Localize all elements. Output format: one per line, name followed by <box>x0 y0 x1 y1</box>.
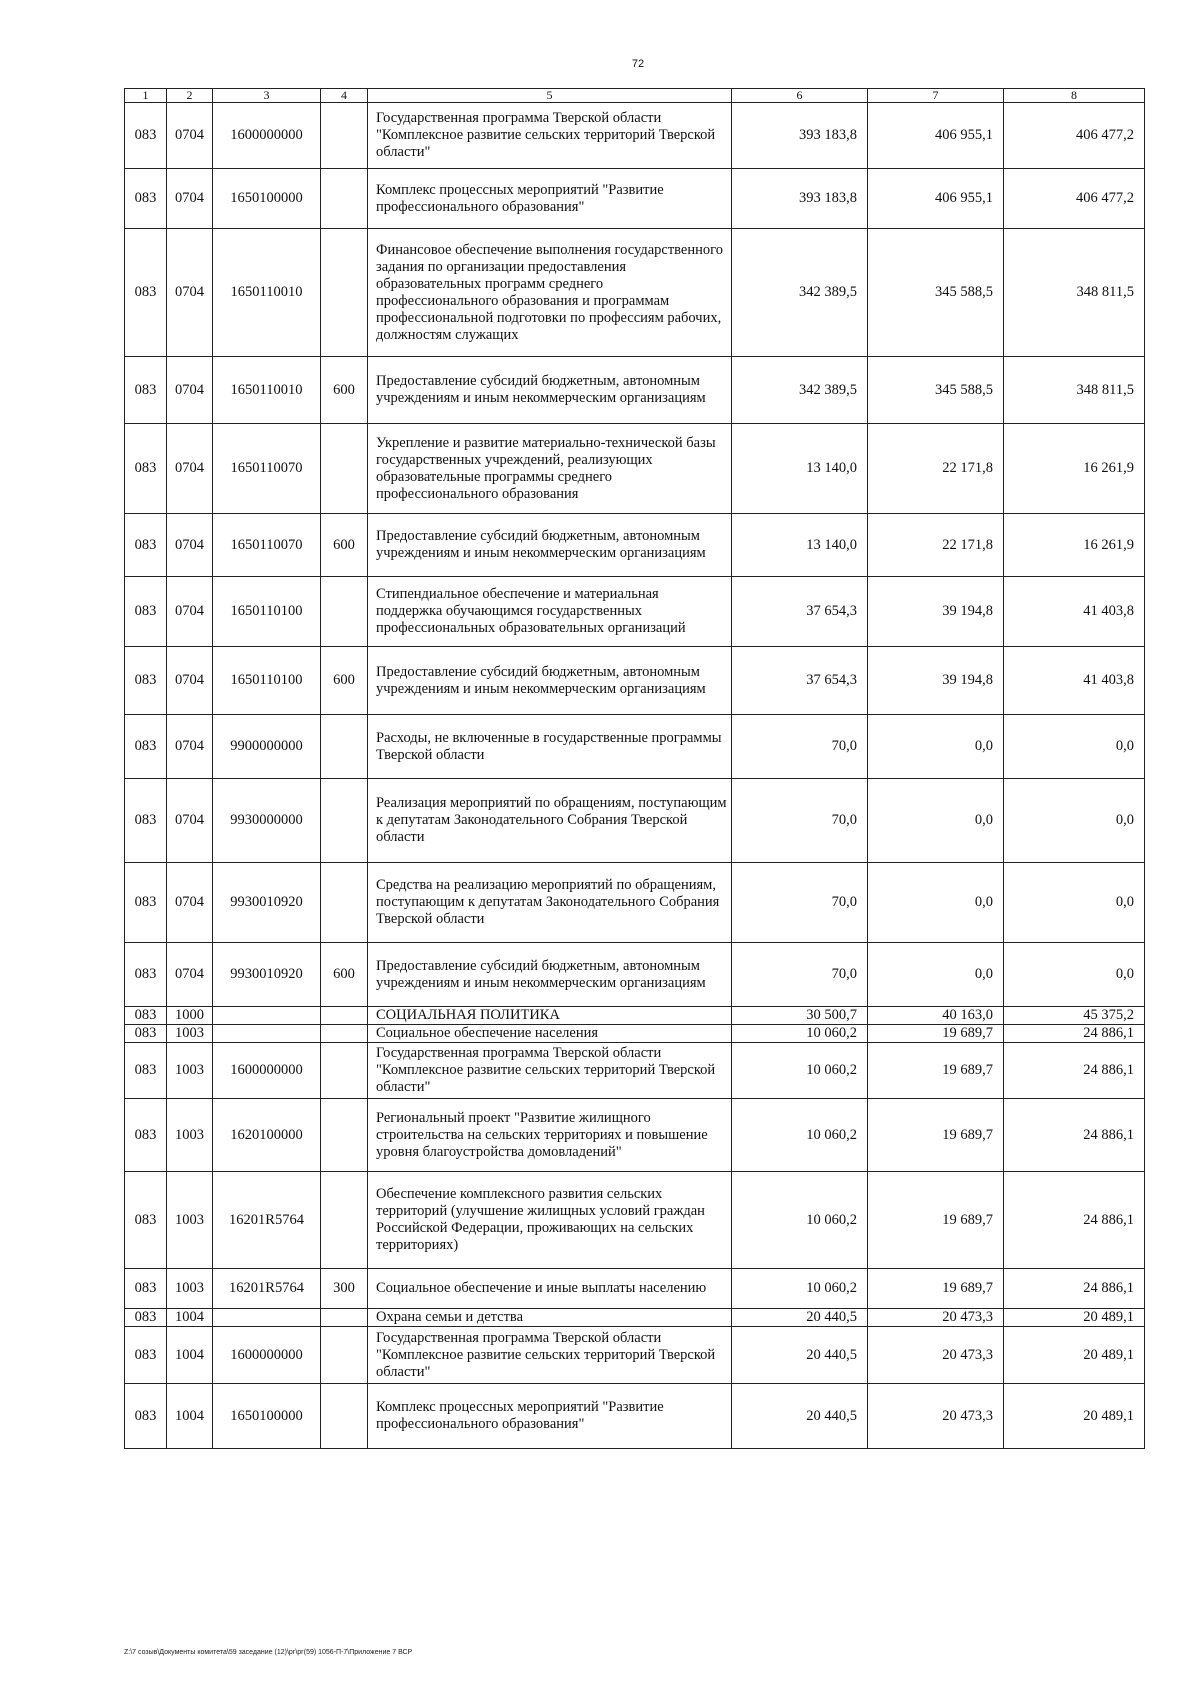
amount-year2-cell: 0,0 <box>868 943 1004 1007</box>
amount-year3-cell: 0,0 <box>1004 779 1145 863</box>
amount-year2-cell: 19 689,7 <box>868 1172 1004 1269</box>
expense-type-cell <box>321 169 368 229</box>
amount-year1-cell: 10 060,2 <box>732 1099 868 1172</box>
amount-year1-cell: 10 060,2 <box>732 1043 868 1099</box>
description-cell: Государственная программа Тверской области "Комплексное развитие сельских территорий Тверской области" <box>368 103 732 169</box>
amount-year2-cell: 406 955,1 <box>868 103 1004 169</box>
amount-year2-cell: 345 588,5 <box>868 357 1004 424</box>
column-number-header: 2 <box>167 89 213 103</box>
amount-year1-cell: 342 389,5 <box>732 357 868 424</box>
table-row <box>125 863 1145 943</box>
description-cell: Региональный проект "Развитие жилищного строительства на сельских территориях и повышение уровня благоустройства домовладений" <box>368 1099 732 1172</box>
amount-year3-cell: 41 403,8 <box>1004 647 1145 715</box>
column-number-header: 3 <box>213 89 321 103</box>
column-number-header: 5 <box>368 89 732 103</box>
expense-type-cell <box>321 1025 368 1043</box>
section-code-cell: 0704 <box>167 863 213 943</box>
table-row <box>125 424 1145 514</box>
ministry-code-cell: 083 <box>125 647 167 715</box>
table-row <box>125 1327 1145 1384</box>
ministry-code-cell: 083 <box>125 863 167 943</box>
table-header-row <box>125 89 1145 103</box>
description-cell: Реализация мероприятий по обращениям, поступающим к депутатам Законодательного Собрания Тверской области <box>368 779 732 863</box>
description-cell: Укрепление и развитие материально-технической базы государственных учреждений, реализующих образовательные программы среднего профессионального образования <box>368 424 732 514</box>
table-row <box>125 357 1145 424</box>
section-code-cell: 0704 <box>167 357 213 424</box>
budget-table <box>124 88 1145 1449</box>
ministry-code-cell: 083 <box>125 229 167 357</box>
expense-type-cell: 600 <box>321 514 368 577</box>
description-cell: Комплекс процессных мероприятий "Развитие профессионального образования" <box>368 169 732 229</box>
section-code-cell: 1003 <box>167 1172 213 1269</box>
section-code-cell: 1003 <box>167 1043 213 1099</box>
ministry-code-cell: 083 <box>125 1309 167 1327</box>
ministry-code-cell: 083 <box>125 1025 167 1043</box>
amount-year3-cell: 406 477,2 <box>1004 169 1145 229</box>
amount-year2-cell: 40 163,0 <box>868 1007 1004 1025</box>
description-cell: Финансовое обеспечение выполнения государственного задания по организации предоставления образовательных программ среднего профессионального образования и программам профессиональной подготовки по профессиям рабочих, должностям служащих <box>368 229 732 357</box>
column-number-header: 4 <box>321 89 368 103</box>
amount-year3-cell: 45 375,2 <box>1004 1007 1145 1025</box>
amount-year1-cell: 20 440,5 <box>732 1327 868 1384</box>
expense-type-cell <box>321 779 368 863</box>
amount-year1-cell: 70,0 <box>732 943 868 1007</box>
ministry-code-cell: 083 <box>125 357 167 424</box>
ministry-code-cell: 083 <box>125 779 167 863</box>
table-row <box>125 1025 1145 1043</box>
description-cell: Стипендиальное обеспечение и материальная поддержка обучающимся государственных профессиональных образовательных организаций <box>368 577 732 647</box>
expense-type-cell <box>321 229 368 357</box>
section-code-cell: 0704 <box>167 103 213 169</box>
target-article-cell: 1650110070 <box>213 514 321 577</box>
table-row <box>125 103 1145 169</box>
target-article-cell: 1650110070 <box>213 424 321 514</box>
amount-year2-cell: 19 689,7 <box>868 1025 1004 1043</box>
section-code-cell: 1003 <box>167 1025 213 1043</box>
table-row <box>125 229 1145 357</box>
amount-year1-cell: 20 440,5 <box>732 1384 868 1449</box>
target-article-cell: 1600000000 <box>213 1043 321 1099</box>
column-number-header: 8 <box>1004 89 1145 103</box>
target-article-cell: 1600000000 <box>213 1327 321 1384</box>
amount-year2-cell: 0,0 <box>868 863 1004 943</box>
description-cell: Предоставление субсидий бюджетным, автономным учреждениям и иным некоммерческим организациям <box>368 943 732 1007</box>
expense-type-cell <box>321 715 368 779</box>
amount-year2-cell: 22 171,8 <box>868 424 1004 514</box>
amount-year3-cell: 24 886,1 <box>1004 1043 1145 1099</box>
amount-year3-cell: 348 811,5 <box>1004 357 1145 424</box>
description-cell: Предоставление субсидий бюджетным, автономным учреждениям и иным некоммерческим организациям <box>368 357 732 424</box>
ministry-code-cell: 083 <box>125 1007 167 1025</box>
column-number-header: 6 <box>732 89 868 103</box>
amount-year3-cell: 0,0 <box>1004 715 1145 779</box>
table-row <box>125 514 1145 577</box>
amount-year3-cell: 20 489,1 <box>1004 1327 1145 1384</box>
description-cell: Социальное обеспечение и иные выплаты населению <box>368 1269 732 1309</box>
section-code-cell: 1004 <box>167 1327 213 1384</box>
target-article-cell: 1620100000 <box>213 1099 321 1172</box>
section-code-cell: 0704 <box>167 647 213 715</box>
table-row <box>125 1099 1145 1172</box>
table-row <box>125 1269 1145 1309</box>
amount-year2-cell: 39 194,8 <box>868 647 1004 715</box>
amount-year2-cell: 406 955,1 <box>868 169 1004 229</box>
ministry-code-cell: 083 <box>125 169 167 229</box>
target-article-cell: 9900000000 <box>213 715 321 779</box>
amount-year3-cell: 24 886,1 <box>1004 1269 1145 1309</box>
table-row <box>125 779 1145 863</box>
table-row <box>125 1309 1145 1327</box>
target-article-cell <box>213 1309 321 1327</box>
section-code-cell: 1000 <box>167 1007 213 1025</box>
expense-type-cell <box>321 863 368 943</box>
amount-year2-cell: 20 473,3 <box>868 1384 1004 1449</box>
amount-year2-cell: 345 588,5 <box>868 229 1004 357</box>
target-article-cell: 1650110010 <box>213 229 321 357</box>
amount-year3-cell: 16 261,9 <box>1004 424 1145 514</box>
section-code-cell: 0704 <box>167 229 213 357</box>
target-article-cell: 16201R5764 <box>213 1172 321 1269</box>
section-code-cell: 0704 <box>167 943 213 1007</box>
section-code-cell: 0704 <box>167 715 213 779</box>
amount-year1-cell: 10 060,2 <box>732 1172 868 1269</box>
amount-year1-cell: 37 654,3 <box>732 647 868 715</box>
ministry-code-cell: 083 <box>125 103 167 169</box>
ministry-code-cell: 083 <box>125 1384 167 1449</box>
amount-year2-cell: 19 689,7 <box>868 1043 1004 1099</box>
section-code-cell: 0704 <box>167 779 213 863</box>
amount-year3-cell: 20 489,1 <box>1004 1309 1145 1327</box>
amount-year3-cell: 20 489,1 <box>1004 1384 1145 1449</box>
target-article-cell: 1600000000 <box>213 103 321 169</box>
expense-type-cell <box>321 1043 368 1099</box>
description-cell: Средства на реализацию мероприятий по обращениям, поступающим к депутатам Законодательного Собрания Тверской области <box>368 863 732 943</box>
description-cell: Предоставление субсидий бюджетным, автономным учреждениям и иным некоммерческим организациям <box>368 514 732 577</box>
ministry-code-cell: 083 <box>125 1327 167 1384</box>
section-code-cell: 1004 <box>167 1309 213 1327</box>
target-article-cell: 1650100000 <box>213 169 321 229</box>
ministry-code-cell: 083 <box>125 514 167 577</box>
section-code-cell: 1004 <box>167 1384 213 1449</box>
page-number: 72 <box>631 58 645 70</box>
table-row <box>125 1043 1145 1099</box>
expense-type-cell: 600 <box>321 943 368 1007</box>
expense-type-cell <box>321 1309 368 1327</box>
amount-year1-cell: 70,0 <box>732 779 868 863</box>
target-article-cell: 9930010920 <box>213 863 321 943</box>
description-cell: СОЦИАЛЬНАЯ ПОЛИТИКА <box>368 1007 732 1025</box>
amount-year2-cell: 0,0 <box>868 715 1004 779</box>
section-code-cell: 0704 <box>167 577 213 647</box>
expense-type-cell <box>321 1327 368 1384</box>
amount-year1-cell: 13 140,0 <box>732 514 868 577</box>
expense-type-cell <box>321 1099 368 1172</box>
target-article-cell: 1650110100 <box>213 647 321 715</box>
amount-year2-cell: 20 473,3 <box>868 1309 1004 1327</box>
table-row <box>125 1007 1145 1025</box>
ministry-code-cell: 083 <box>125 424 167 514</box>
ministry-code-cell: 083 <box>125 1269 167 1309</box>
amount-year1-cell: 342 389,5 <box>732 229 868 357</box>
ministry-code-cell: 083 <box>125 577 167 647</box>
column-number-header: 1 <box>125 89 167 103</box>
amount-year3-cell: 24 886,1 <box>1004 1099 1145 1172</box>
section-code-cell: 1003 <box>167 1269 213 1309</box>
amount-year2-cell: 19 689,7 <box>868 1269 1004 1309</box>
amount-year2-cell: 20 473,3 <box>868 1327 1004 1384</box>
expense-type-cell <box>321 1384 368 1449</box>
target-article-cell: 9930000000 <box>213 779 321 863</box>
expense-type-cell <box>321 424 368 514</box>
target-article-cell: 1650100000 <box>213 1384 321 1449</box>
description-cell: Социальное обеспечение населения <box>368 1025 732 1043</box>
amount-year3-cell: 16 261,9 <box>1004 514 1145 577</box>
table-row <box>125 715 1145 779</box>
amount-year1-cell: 10 060,2 <box>732 1269 868 1309</box>
amount-year3-cell: 348 811,5 <box>1004 229 1145 357</box>
expense-type-cell <box>321 1172 368 1269</box>
expense-type-cell: 300 <box>321 1269 368 1309</box>
section-code-cell: 0704 <box>167 169 213 229</box>
description-cell: Расходы, не включенные в государственные программы Тверской области <box>368 715 732 779</box>
table-row <box>125 169 1145 229</box>
amount-year1-cell: 70,0 <box>732 715 868 779</box>
table-row <box>125 577 1145 647</box>
amount-year3-cell: 41 403,8 <box>1004 577 1145 647</box>
description-cell: Предоставление субсидий бюджетным, автономным учреждениям и иным некоммерческим организациям <box>368 647 732 715</box>
expense-type-cell <box>321 1007 368 1025</box>
target-article-cell: 16201R5764 <box>213 1269 321 1309</box>
expense-type-cell <box>321 577 368 647</box>
amount-year3-cell: 406 477,2 <box>1004 103 1145 169</box>
ministry-code-cell: 083 <box>125 1099 167 1172</box>
amount-year3-cell: 24 886,1 <box>1004 1172 1145 1269</box>
table-row <box>125 1172 1145 1269</box>
amount-year1-cell: 10 060,2 <box>732 1025 868 1043</box>
amount-year1-cell: 37 654,3 <box>732 577 868 647</box>
description-cell: Комплекс процессных мероприятий "Развитие профессионального образования" <box>368 1384 732 1449</box>
section-code-cell: 0704 <box>167 424 213 514</box>
section-code-cell: 0704 <box>167 514 213 577</box>
table-row <box>125 943 1145 1007</box>
section-code-cell: 1003 <box>167 1099 213 1172</box>
ministry-code-cell: 083 <box>125 715 167 779</box>
amount-year2-cell: 0,0 <box>868 779 1004 863</box>
expense-type-cell: 600 <box>321 647 368 715</box>
ministry-code-cell: 083 <box>125 943 167 1007</box>
description-cell: Обеспечение комплексного развития сельских территорий (улучшение жилищных условий граждан Российской Федерации, проживающих на сельских территориях) <box>368 1172 732 1269</box>
target-article-cell: 9930010920 <box>213 943 321 1007</box>
amount-year1-cell: 393 183,8 <box>732 169 868 229</box>
expense-type-cell: 600 <box>321 357 368 424</box>
amount-year2-cell: 39 194,8 <box>868 577 1004 647</box>
target-article-cell: 1650110100 <box>213 577 321 647</box>
target-article-cell: 1650110010 <box>213 357 321 424</box>
target-article-cell <box>213 1025 321 1043</box>
target-article-cell <box>213 1007 321 1025</box>
table-row <box>125 647 1145 715</box>
amount-year1-cell: 30 500,7 <box>732 1007 868 1025</box>
description-cell: Государственная программа Тверской области "Комплексное развитие сельских территорий Тверской области" <box>368 1327 732 1384</box>
amount-year1-cell: 20 440,5 <box>732 1309 868 1327</box>
amount-year1-cell: 393 183,8 <box>732 103 868 169</box>
amount-year2-cell: 22 171,8 <box>868 514 1004 577</box>
column-number-header: 7 <box>868 89 1004 103</box>
amount-year2-cell: 19 689,7 <box>868 1099 1004 1172</box>
ministry-code-cell: 083 <box>125 1043 167 1099</box>
ministry-code-cell: 083 <box>125 1172 167 1269</box>
description-cell: Охрана семьи и детства <box>368 1309 732 1327</box>
amount-year1-cell: 13 140,0 <box>732 424 868 514</box>
description-cell: Государственная программа Тверской области "Комплексное развитие сельских территорий Тверской области" <box>368 1043 732 1099</box>
footer-file-path: Z:\7 созыв\Документы комитета\59 заседание (12)\рг\рг(59) 1056-П-7\Приложение 7 ВСР <box>124 1649 413 1656</box>
amount-year3-cell: 0,0 <box>1004 863 1145 943</box>
amount-year3-cell: 24 886,1 <box>1004 1025 1145 1043</box>
amount-year3-cell: 0,0 <box>1004 943 1145 1007</box>
amount-year1-cell: 70,0 <box>732 863 868 943</box>
expense-type-cell <box>321 103 368 169</box>
table-row <box>125 1384 1145 1449</box>
